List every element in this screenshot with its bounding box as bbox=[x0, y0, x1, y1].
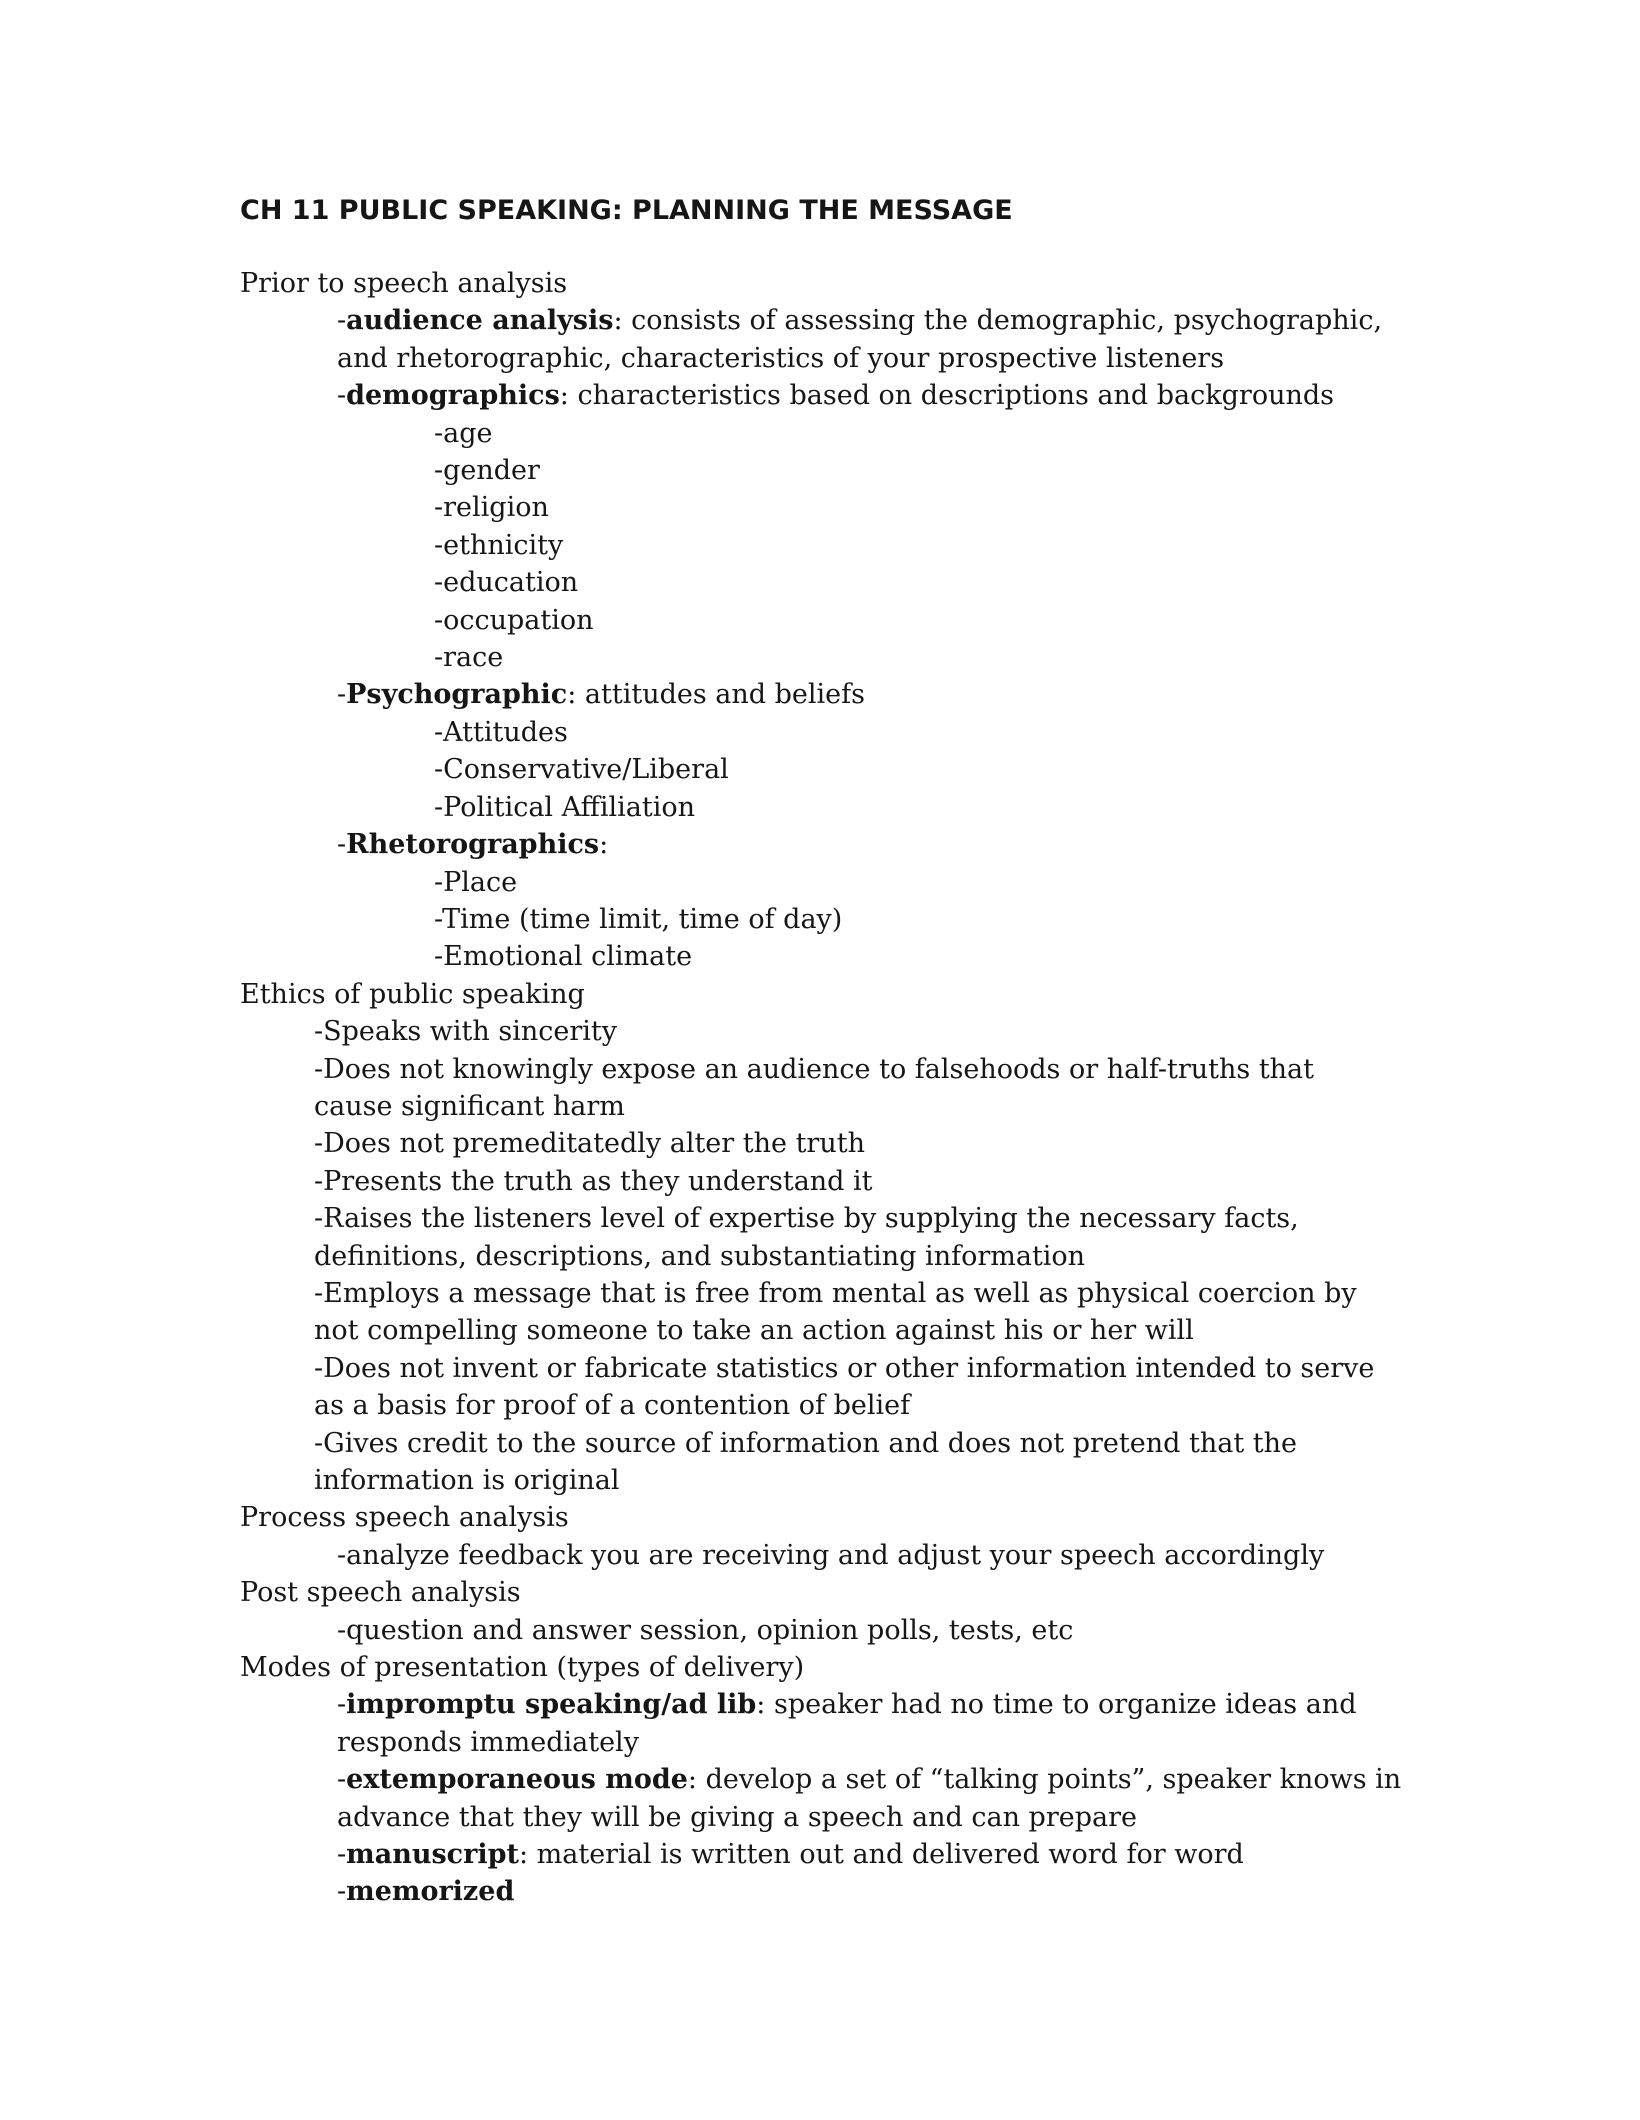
section-heading: Process speech analysis bbox=[240, 1502, 569, 1534]
outline-line bbox=[240, 452, 1560, 489]
outline-text: -ethnicity bbox=[434, 529, 564, 561]
outline-line bbox=[240, 1537, 1560, 1574]
outline-text: definitions, descriptions, and substantiating information bbox=[314, 1240, 1086, 1272]
outline-text: -Emotional climate bbox=[434, 941, 693, 973]
section-heading: Post speech analysis bbox=[240, 1577, 521, 1609]
key-term: manuscript bbox=[346, 1839, 519, 1871]
section-heading: Modes of presentation (types of delivery) bbox=[240, 1652, 805, 1684]
outline-line bbox=[240, 639, 1560, 676]
term-definition: consists of assessing the demographic, psychographic, bbox=[631, 305, 1383, 337]
outline-line bbox=[240, 1387, 1560, 1424]
term-definition: attitudes and beliefs bbox=[584, 679, 865, 711]
outline-line bbox=[240, 1051, 1560, 1088]
outline-text: information is original bbox=[314, 1465, 620, 1496]
outline-line bbox=[240, 1275, 1560, 1312]
outline-text: -Place bbox=[434, 866, 518, 898]
outline-text: -race bbox=[434, 642, 504, 674]
outline-text: cause significant harm bbox=[314, 1090, 625, 1122]
outline-line: -audience analysis: consists of assessing the demographic, psychographic, bbox=[337, 305, 1383, 337]
outline-line bbox=[240, 1499, 1560, 1536]
outline-line bbox=[240, 1425, 1560, 1462]
term-definition: speaker had no time to organize ideas and bbox=[773, 1689, 1357, 1721]
outline-line: -Rhetorographics: bbox=[337, 829, 609, 861]
outline-line bbox=[240, 976, 1560, 1013]
key-term: memorized bbox=[346, 1876, 515, 1908]
outline-line bbox=[240, 1799, 1560, 1836]
document-page bbox=[240, 193, 1560, 1911]
outline-line bbox=[240, 1574, 1560, 1611]
outline-text: -gender bbox=[434, 455, 540, 487]
outline-line bbox=[240, 1088, 1560, 1125]
outline-line bbox=[240, 1612, 1560, 1649]
term-definition: material is written out and delivered word for word bbox=[536, 1839, 1244, 1871]
outline-line bbox=[240, 1312, 1560, 1349]
outline-line: -extemporaneous mode: develop a set of “talking points”, speaker knows in bbox=[337, 1764, 1402, 1796]
outline-line bbox=[240, 527, 1560, 564]
outline-text: not compelling someone to take an action against his or her will bbox=[314, 1315, 1194, 1347]
outline-line bbox=[240, 901, 1560, 938]
outline-line: -Psychographic: attitudes and beliefs bbox=[337, 679, 865, 711]
outline-line bbox=[240, 1163, 1560, 1200]
outline-text: -Political Affiliation bbox=[434, 791, 695, 823]
section-heading: Prior to speech analysis bbox=[240, 268, 568, 299]
outline-line: -demographics: characteristics based on descriptions and backgrounds bbox=[337, 380, 1334, 412]
outline-line bbox=[240, 564, 1560, 601]
outline-line bbox=[240, 1649, 1560, 1686]
outline-line bbox=[240, 938, 1560, 975]
outline-text: advance that they will be giving a speech and can prepare bbox=[337, 1801, 1137, 1833]
outline-text: -Conservative/Liberal bbox=[434, 754, 729, 786]
outline-text: -Presents the truth as they understand it bbox=[314, 1165, 873, 1197]
key-term: impromptu speaking/ad lib bbox=[346, 1689, 757, 1721]
outline-text: -age bbox=[434, 417, 493, 449]
outline-line bbox=[240, 1200, 1560, 1237]
key-term: Psychographic bbox=[346, 679, 568, 711]
term-definition: characteristics based on descriptions and backgrounds bbox=[577, 380, 1334, 412]
outline-line bbox=[240, 340, 1560, 377]
key-term: audience analysis bbox=[346, 305, 614, 337]
outline-text: -Attitudes bbox=[434, 716, 568, 748]
outline-line: -manuscript: material is written out and delivered word for word bbox=[337, 1839, 1244, 1871]
outline-line bbox=[240, 751, 1560, 788]
notes-body bbox=[240, 265, 1560, 1911]
outline-line bbox=[240, 602, 1560, 639]
outline-text: -Raises the listeners level of expertise by supplying the necessary facts, bbox=[314, 1203, 1299, 1235]
outline-line bbox=[240, 489, 1560, 526]
outline-line: -impromptu speaking/ad lib: speaker had no time to organize ideas and bbox=[337, 1689, 1357, 1721]
outline-line bbox=[240, 1350, 1560, 1387]
outline-text: -education bbox=[434, 567, 579, 599]
outline-line: -memorized bbox=[337, 1876, 515, 1908]
outline-text: -Time (time limit, time of day) bbox=[434, 903, 843, 935]
outline-line bbox=[240, 864, 1560, 901]
outline-text: -Gives credit to the source of information and does not pretend that the bbox=[314, 1427, 1297, 1459]
outline-text: -Does not knowingly expose an audience to falsehoods or half-truths that bbox=[314, 1053, 1315, 1085]
key-term: demographics bbox=[346, 380, 560, 412]
key-term: extemporaneous mode bbox=[346, 1764, 688, 1796]
outline-text: responds immediately bbox=[337, 1726, 639, 1758]
key-term: Rhetorographics bbox=[346, 829, 600, 861]
outline-line bbox=[240, 714, 1560, 751]
outline-line bbox=[240, 1125, 1560, 1162]
outline-text: -Employs a message that is free from mental as well as physical coercion by bbox=[314, 1277, 1357, 1309]
outline-text: -Speaks with sincerity bbox=[314, 1016, 617, 1048]
outline-line bbox=[240, 415, 1560, 452]
outline-line bbox=[240, 1462, 1560, 1499]
outline-text: as a basis for proof of a contention of belief bbox=[314, 1390, 911, 1422]
outline-text: -occupation bbox=[434, 604, 594, 636]
outline-line bbox=[240, 789, 1560, 826]
outline-text: -Does not premeditatedly alter the truth bbox=[314, 1128, 865, 1160]
document-title: CH 11 PUBLIC SPEAKING: PLANNING THE MESSAGE bbox=[240, 195, 1013, 226]
outline-line bbox=[240, 1724, 1560, 1761]
outline-text: -religion bbox=[434, 492, 549, 524]
outline-text: and rhetorographic, characteristics of your prospective listeners bbox=[337, 342, 1225, 374]
outline-line bbox=[240, 265, 1560, 302]
outline-text: -analyze feedback you are receiving and adjust your speech accordingly bbox=[337, 1539, 1325, 1571]
outline-line bbox=[240, 1238, 1560, 1275]
outline-text: -Does not invent or fabricate statistics or other information intended to serve bbox=[314, 1352, 1375, 1384]
outline-line bbox=[240, 1013, 1560, 1050]
section-heading: Ethics of public speaking bbox=[240, 978, 585, 1010]
term-definition: develop a set of “talking points”, speaker knows in bbox=[705, 1764, 1402, 1796]
outline-text: -question and answer session, opinion polls, tests, etc bbox=[337, 1614, 1074, 1646]
